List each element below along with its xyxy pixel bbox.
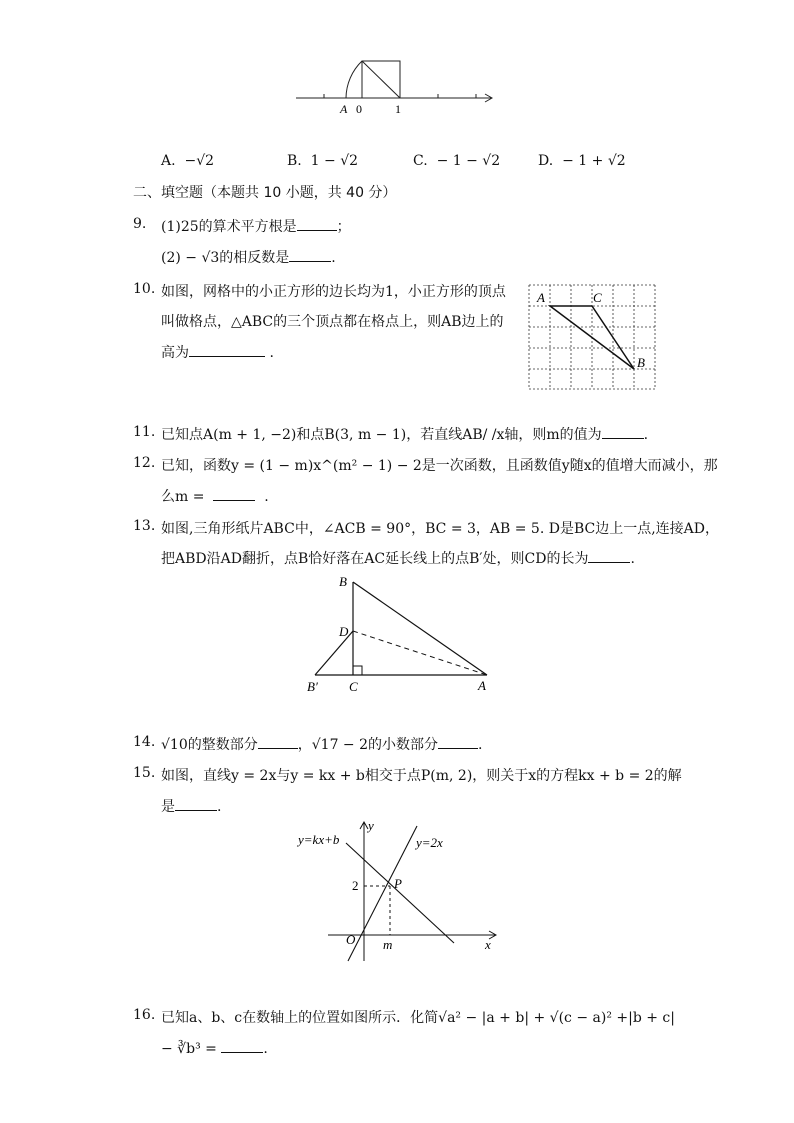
graph-label-x: x: [485, 937, 491, 952]
q9-line2: (2) − √3的相反数是 .: [161, 247, 336, 267]
q15-line1: 如图，直线y = 2x与y = kx + b相交于点P(m, 2)，则关于x的方程kx + b = 2的解: [161, 768, 682, 784]
q10-line1: 如图，网格中的小正方形的边长均为1，小正方形的顶点: [161, 284, 506, 300]
q12-blank[interactable]: [213, 486, 255, 501]
q14-blank1[interactable]: [258, 734, 298, 749]
label-one: 1: [395, 102, 401, 116]
numberline-figure: [290, 55, 500, 120]
grid-label-b: B: [637, 355, 645, 370]
q16-blank[interactable]: [221, 1038, 263, 1053]
q10-line3: 高为 .: [161, 342, 274, 362]
label-zero: 0: [356, 102, 362, 116]
q15-blank[interactable]: [175, 796, 217, 811]
tri-label-bprime: B′: [307, 679, 318, 694]
q12-line2: 么m = .: [161, 486, 269, 506]
q13-line2: 把ABD沿AD翻折，点B恰好落在AC延长线上的点B′处，则CD的长为 .: [161, 548, 635, 568]
q11-line: 已知点A(m + 1, −2)和点B(3, m − 1)，若直线AB/ /x轴，则m的值为 .: [161, 424, 648, 444]
q14-number: 14.: [133, 734, 156, 750]
graph-label-m: m: [383, 937, 393, 952]
q13-line1: 如图,三角形纸片ABC中，∠ACB = 90°，BC = 3，AB = 5. D是BC边上一点,连接AD，: [161, 521, 720, 537]
q14-blank2[interactable]: [438, 734, 478, 749]
grid-figure: [527, 283, 659, 391]
option-c[interactable]: C. − 1 − √2: [413, 153, 501, 169]
option-d[interactable]: D. − 1 + √2: [538, 153, 626, 169]
q16-line1: 已知a、b、c在数轴上的位置如图所示．化简√a² − |a + b| + √(c − a)² +|b + c|: [161, 1010, 675, 1026]
q12-line1: 已知，函数y = (1 − m)x^(m² − 1) − 2是一次函数，且函数值y随x的值增大而减小，那: [161, 458, 718, 474]
q9-blank1[interactable]: [297, 216, 337, 231]
label-a: A: [340, 102, 348, 116]
tri-label-c: C: [349, 679, 358, 694]
graph-label-p: P: [394, 876, 402, 891]
q12-number: 12.: [133, 455, 156, 471]
q10-number: 10.: [133, 281, 156, 297]
q11-blank[interactable]: [602, 424, 644, 439]
option-a[interactable]: A. −√2: [161, 153, 215, 169]
q10-line2: 叫做格点，△ABC的三个顶点都在格点上，则AB边上的: [161, 314, 504, 330]
graph-label-kxb: y=kx+b: [298, 832, 340, 847]
q15-number: 15.: [133, 765, 156, 781]
tri-label-d: D: [339, 624, 349, 639]
q9-blank2[interactable]: [289, 247, 331, 262]
q13-number: 13.: [133, 518, 156, 534]
graph-label-2x: y=2x: [416, 835, 443, 850]
tri-label-b: B: [339, 574, 347, 589]
triangle-figure: [300, 570, 500, 696]
q16-number: 16.: [133, 1007, 156, 1023]
q9-line1: (1)25的算术平方根是 ；: [161, 216, 351, 236]
graph-label-origin: O: [346, 932, 356, 947]
q10-blank[interactable]: [189, 342, 265, 357]
q16-line2: − ∛b³ = .: [161, 1038, 268, 1057]
q9-number: 9.: [133, 216, 147, 232]
grid-label-c: C: [593, 290, 602, 305]
q11-number: 11.: [133, 424, 156, 440]
graph-label-y: y: [368, 818, 374, 833]
graph-label-two: 2: [352, 878, 359, 893]
q14-line: √10的整数部分 ，√17 − 2的小数部分 .: [161, 734, 482, 754]
q15-line2: 是 .: [161, 796, 221, 816]
grid-label-a: A: [537, 290, 545, 305]
tri-label-a: A: [478, 678, 486, 693]
option-b[interactable]: B. 1 − √2: [287, 153, 359, 169]
q13-blank[interactable]: [588, 548, 630, 563]
linear-graph-figure: [296, 816, 506, 966]
section-title: 二、填空题（本题共 10 小题，共 40 分）: [133, 185, 397, 201]
